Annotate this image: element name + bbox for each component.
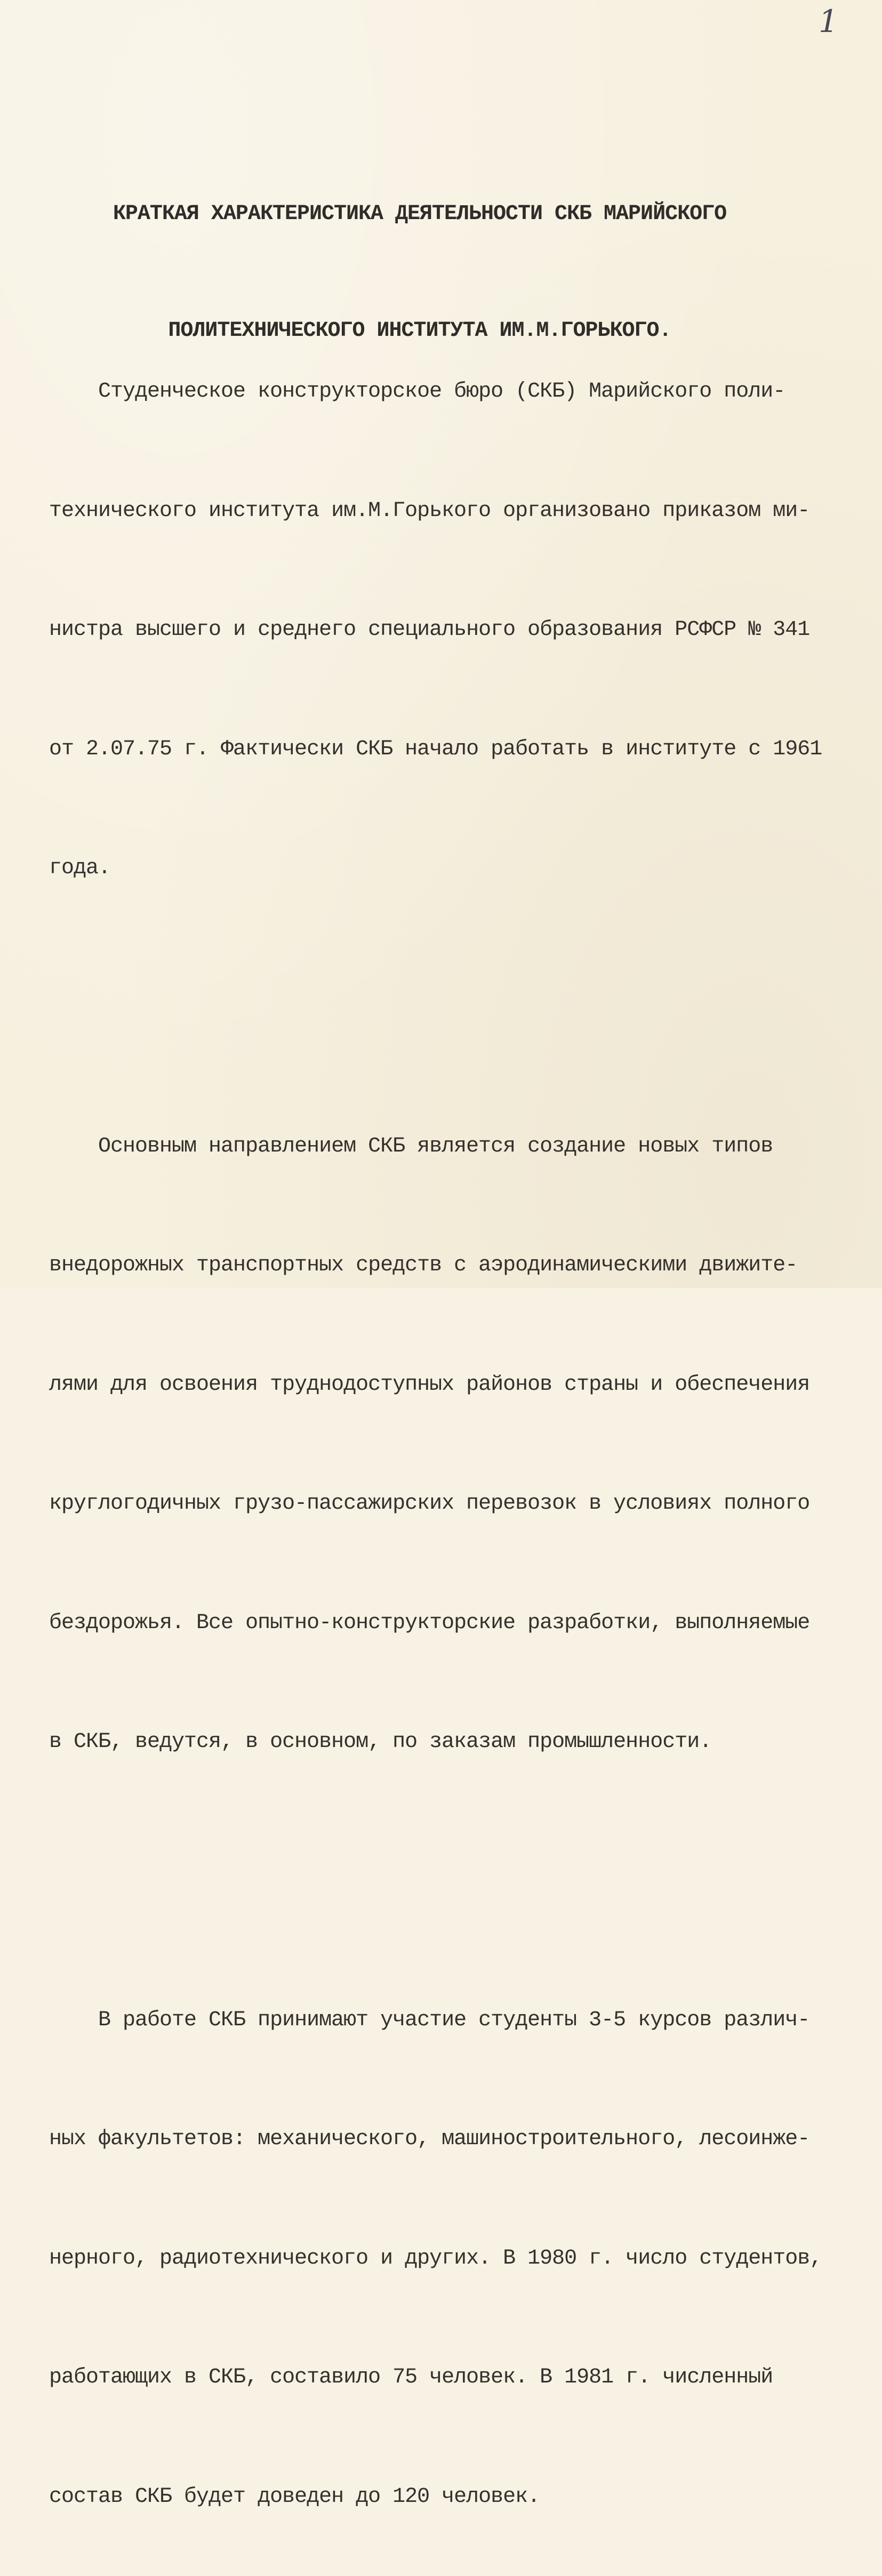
text-line: круглогодичных грузо-пассажирских перевозок в условиях полного (49, 1484, 838, 1524)
text-line: В работе СКБ принимают участие студенты 3-5 курсов различ- (49, 2001, 838, 2041)
title-line: ПОЛИТЕХНИЧЕСКОГО ИНСТИТУТА ИМ.М.ГОРЬКОГО. (0, 312, 839, 352)
text-line: ных факультетов: механического, машиностроительного, лесоинже- (49, 2120, 838, 2160)
text-line: Основным направлением СКБ является создание новых типов (49, 1127, 838, 1167)
paragraph-1 (49, 293, 838, 968)
text-line: года. (49, 849, 838, 889)
paragraph-2 (49, 1048, 838, 1842)
paragraph-3 (49, 1921, 838, 2576)
text-line: нерного, радиотехнического и других. В 1980 г. число студентов, (49, 2239, 838, 2279)
text-line: лями для освоения труднодоступных районов страны и обеспечения (49, 1365, 838, 1405)
text-line: технического института им.М.Горького организовано приказом ми- (49, 492, 838, 532)
document-body (49, 213, 838, 2576)
title-line: КРАТКАЯ ХАРАКТЕРИСТИКА ДЕЯТЕЛЬНОСТИ СКБ МАРИЙСКОГО (0, 195, 839, 235)
text-line: состав СКБ будет доведен до 120 человек. (49, 2477, 838, 2517)
text-line: Студенческое конструкторское бюро (СКБ) Марийского поли- (49, 372, 838, 412)
text-line: от 2.07.75 г. Фактически СКБ начало работать в институте с 1961 (49, 730, 838, 770)
text-line: в СКБ, ведутся, в основном, по заказам промышленности. (49, 1722, 838, 1762)
page-number: 1 (819, 5, 845, 37)
text-line: работающих в СКБ, составило 75 человек. В 1981 г. численный (49, 2358, 838, 2398)
text-line: нистра высшего и среднего специального образования РСФСР № 341 (49, 610, 838, 650)
text-line: внедорожных транспортных средств с аэродинамическими движите- (49, 1246, 838, 1286)
text-line: бездорожья. Все опытно-конструкторские разработки, выполняемые (49, 1604, 838, 1644)
